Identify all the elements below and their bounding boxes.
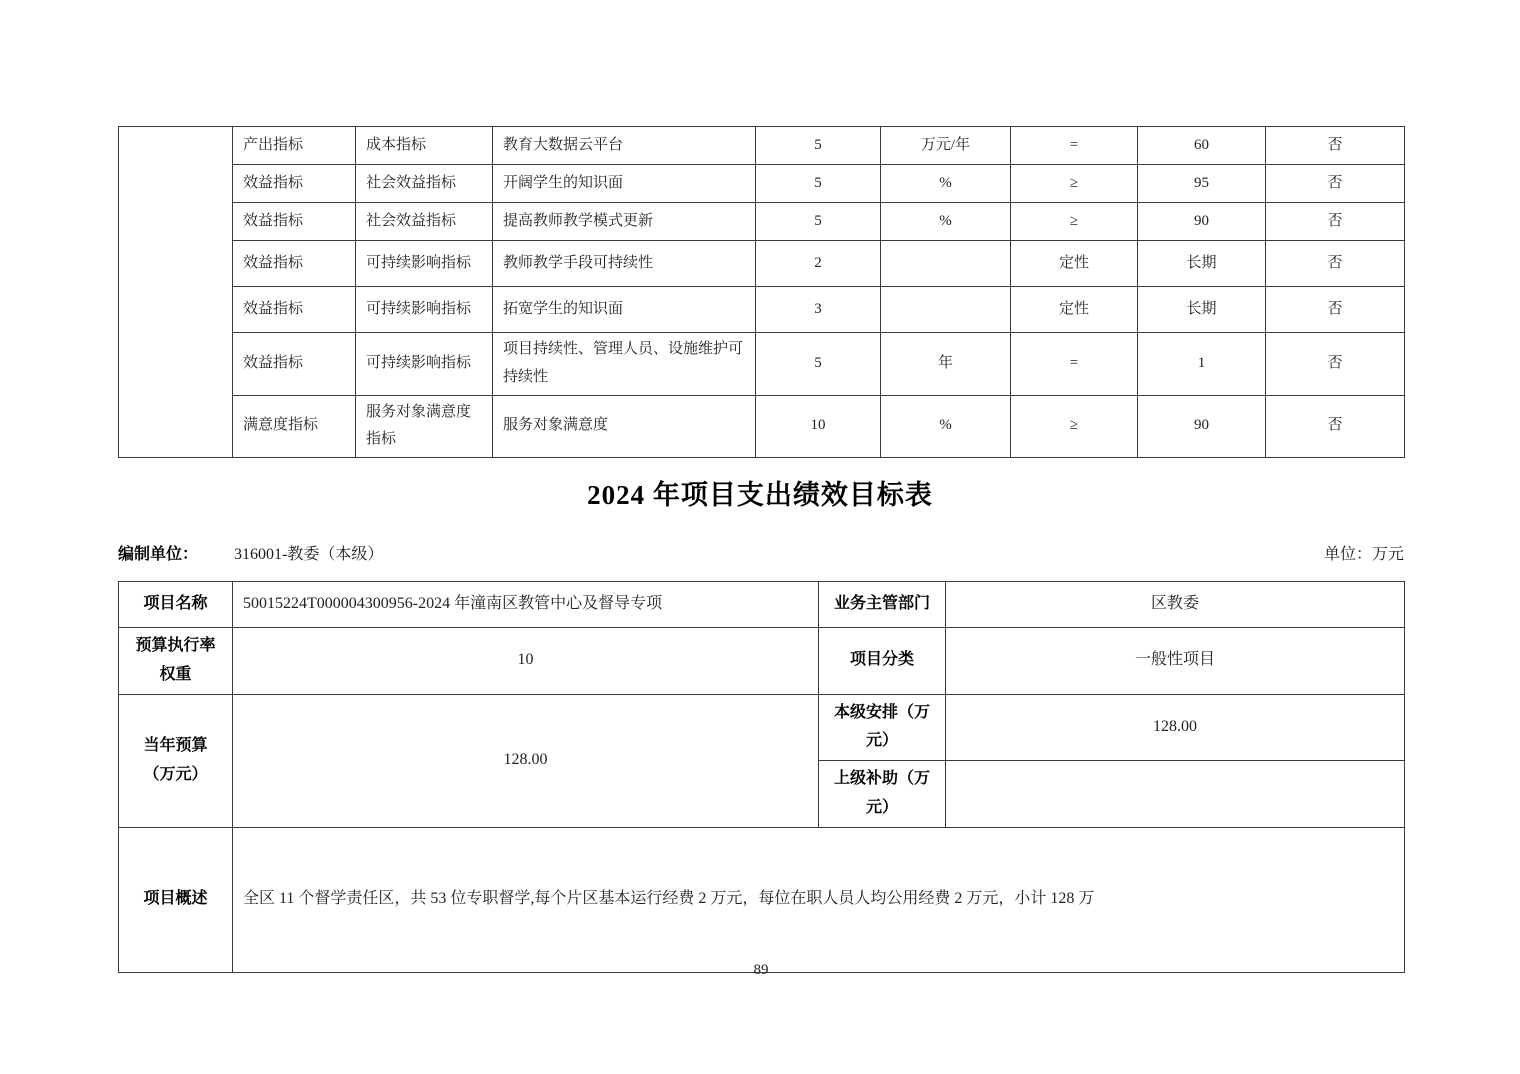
indicator-subcategory: 可持续影响指标: [356, 333, 493, 396]
indicator-name: 教师教学手段可持续性: [493, 241, 756, 287]
superior-subsidy-label: 上级补助（万元）: [819, 761, 946, 828]
page-number: 89: [753, 962, 769, 978]
indicator-category: 效益指标: [233, 333, 356, 396]
indicator-target-value: 1: [1138, 333, 1266, 396]
indicator-weight: 5: [756, 333, 881, 396]
indicator-table: [118, 126, 1405, 458]
indicator-row: [119, 241, 1405, 287]
indicator-operator: 定性: [1011, 287, 1138, 333]
annual-budget-value: 128.00: [233, 694, 819, 827]
indicator-operator: ≥: [1011, 203, 1138, 241]
indicator-target-value: 长期: [1138, 241, 1266, 287]
indicator-category: 效益指标: [233, 241, 356, 287]
currency-note: 单位：万元: [1323, 546, 1404, 563]
indicator-row: [119, 395, 1405, 458]
indicator-unit: %: [881, 165, 1011, 203]
indicator-subcategory: 服务对象满意度指标: [356, 395, 493, 458]
indicator-weight: 2: [756, 241, 881, 287]
indicator-target-value: 95: [1138, 165, 1266, 203]
indicator-subcategory: 成本指标: [356, 127, 493, 165]
dept-value: 区教委: [946, 582, 1405, 628]
indicator-row: [119, 203, 1405, 241]
project-form-table: [118, 581, 1405, 973]
indicator-unit: [881, 287, 1011, 333]
indicator-name: 服务对象满意度: [493, 395, 756, 458]
indicator-flag: 否: [1266, 333, 1405, 396]
indicator-row: [119, 165, 1405, 203]
indicator-name: 提高教师教学模式更新: [493, 203, 756, 241]
indicator-subcategory: 社会效益指标: [356, 165, 493, 203]
indicator-subcategory: 可持续影响指标: [356, 287, 493, 333]
project-overview-label: 项目概述: [119, 827, 233, 972]
indicator-category: 效益指标: [233, 287, 356, 333]
merged-empty-cell: [119, 127, 233, 458]
indicator-unit: %: [881, 203, 1011, 241]
budget-exec-weight-value: 10: [233, 628, 819, 695]
indicator-weight: 5: [756, 127, 881, 165]
form-row-budget: [119, 694, 1405, 761]
indicator-operator: =: [1011, 333, 1138, 396]
indicator-row: [119, 287, 1405, 333]
page-title: 2024 年项目支出绩效目标表: [587, 480, 933, 510]
project-category-value: 一般性项目: [946, 628, 1405, 695]
indicator-name: 开阔学生的知识面: [493, 165, 756, 203]
indicator-target-value: 90: [1138, 203, 1266, 241]
annual-budget-label: 当年预算（万元）: [119, 694, 233, 827]
local-arrangement-value: 128.00: [946, 694, 1405, 761]
indicator-name: 教育大数据云平台: [493, 127, 756, 165]
indicator-flag: 否: [1266, 395, 1405, 458]
indicator-unit: %: [881, 395, 1011, 458]
indicator-unit: 年: [881, 333, 1011, 396]
indicator-subcategory: 可持续影响指标: [356, 241, 493, 287]
indicator-category: 满意度指标: [233, 395, 356, 458]
indicator-category: 效益指标: [233, 165, 356, 203]
form-row-weight: [119, 628, 1405, 695]
project-name-value: 50015224T000004300956-2024 年潼南区教管中心及督导专项: [233, 582, 819, 628]
indicator-unit: [881, 241, 1011, 287]
local-arrangement-label: 本级安排（万元）: [819, 694, 946, 761]
prepared-by-label: 编制单位：: [118, 546, 199, 563]
indicator-flag: 否: [1266, 127, 1405, 165]
indicator-row: [119, 127, 1405, 165]
indicator-name: 拓宽学生的知识面: [493, 287, 756, 333]
indicator-weight: 5: [756, 165, 881, 203]
dept-label: 业务主管部门: [819, 582, 946, 628]
budget-exec-weight-label: 预算执行率权重: [119, 628, 233, 695]
indicator-row: [119, 333, 1405, 396]
indicator-category: 效益指标: [233, 203, 356, 241]
meta-row: [118, 541, 1404, 564]
form-row-project-name: [119, 582, 1405, 628]
indicator-target-value: 长期: [1138, 287, 1266, 333]
indicator-weight: 10: [756, 395, 881, 458]
indicator-target-value: 90: [1138, 395, 1266, 458]
indicator-operator: ≥: [1011, 395, 1138, 458]
indicator-flag: 否: [1266, 241, 1405, 287]
indicator-name: 项目持续性、管理人员、设施维护可持续性: [493, 333, 756, 396]
project-overview-value: 全区 11 个督学责任区，共 53 位专职督学,每个片区基本运行经费 2 万元，每位在职人员人均公用经费 2 万元，小计 128 万: [233, 827, 1405, 972]
superior-subsidy-value: [946, 761, 1405, 828]
indicator-unit: 万元/年: [881, 127, 1011, 165]
indicator-weight: 5: [756, 203, 881, 241]
prepared-by-value: 316001-教委（本级）: [234, 546, 384, 563]
indicator-category: 产出指标: [233, 127, 356, 165]
indicator-weight: 3: [756, 287, 881, 333]
indicator-operator: ≥: [1011, 165, 1138, 203]
indicator-flag: 否: [1266, 287, 1405, 333]
indicator-operator: =: [1011, 127, 1138, 165]
indicator-operator: 定性: [1011, 241, 1138, 287]
indicator-subcategory: 社会效益指标: [356, 203, 493, 241]
project-name-label: 项目名称: [119, 582, 233, 628]
form-row-overview: [119, 827, 1405, 972]
project-category-label: 项目分类: [819, 628, 946, 695]
indicator-flag: 否: [1266, 165, 1405, 203]
indicator-flag: 否: [1266, 203, 1405, 241]
indicator-target-value: 60: [1138, 127, 1266, 165]
